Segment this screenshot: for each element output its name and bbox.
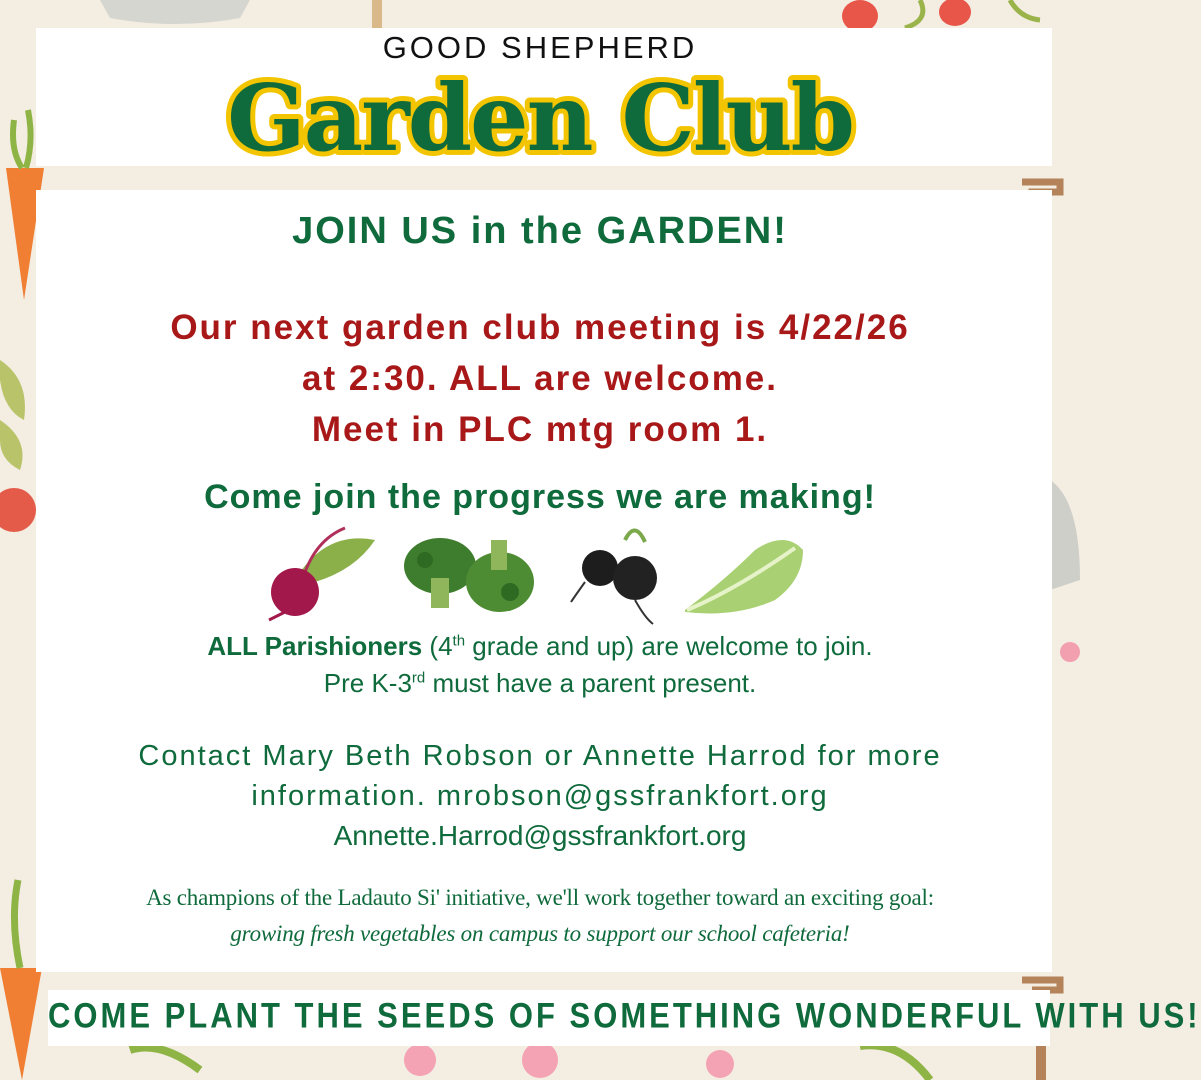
parishioners-rest: grade and up) are welcome to join. xyxy=(465,631,873,661)
prek-ordinal: rd xyxy=(411,669,426,687)
headline: JOIN US in the GARDEN! xyxy=(292,210,788,252)
pre-title: GOOD SHEPHERD xyxy=(382,30,698,65)
vegetable-illustrations xyxy=(255,520,815,630)
progress-line: Come join the progress we are making! xyxy=(204,478,876,516)
lettuce-icon xyxy=(685,540,803,614)
meeting-line-3: Meet in PLC mtg room 1. xyxy=(311,410,769,449)
parent-note: must have a parent present. xyxy=(425,668,757,698)
contact-email-2: Annette.Harrod@gssfrankfort.org xyxy=(333,820,747,851)
meeting-info xyxy=(0,302,1080,455)
broccoli-icon xyxy=(404,538,534,612)
prek-label: Pre K-3 xyxy=(323,668,412,698)
meeting-line-1: Our next garden club meeting is 4/22/26 xyxy=(170,308,910,347)
beet-icon xyxy=(269,528,375,620)
contact-line-2: information. mrobson@gssfrankfort.org xyxy=(251,780,829,812)
grade-ordinal: th xyxy=(452,632,466,650)
page-title xyxy=(0,60,1080,170)
radish-icon xyxy=(571,530,657,624)
page-title-text: Garden Club xyxy=(227,64,853,172)
champions-line-1: As champions of the Ladauto Si' initiative, we'll work together toward an exciting goal: xyxy=(146,885,934,910)
call-to-action: COME PLANT THE SEEDS OF SOMETHING WONDERFUL WITH US! xyxy=(48,995,1201,1036)
parishioners-info xyxy=(0,628,1080,702)
contact-line-1: Contact Mary Beth Robson or Annette Harrod for more xyxy=(138,740,942,772)
parishioners-line-1 xyxy=(0,628,1080,665)
champions-text xyxy=(0,880,1080,952)
parishioners-open: (4 xyxy=(422,631,453,661)
parishioners-line-2 xyxy=(0,665,1080,702)
parishioners-bold: ALL Parishioners xyxy=(207,631,423,661)
meeting-line-2: at 2:30. ALL are welcome. xyxy=(301,359,778,398)
contact-info xyxy=(0,736,1080,856)
champions-line-2: growing fresh vegetables on campus to support our school cafeteria! xyxy=(230,921,850,946)
